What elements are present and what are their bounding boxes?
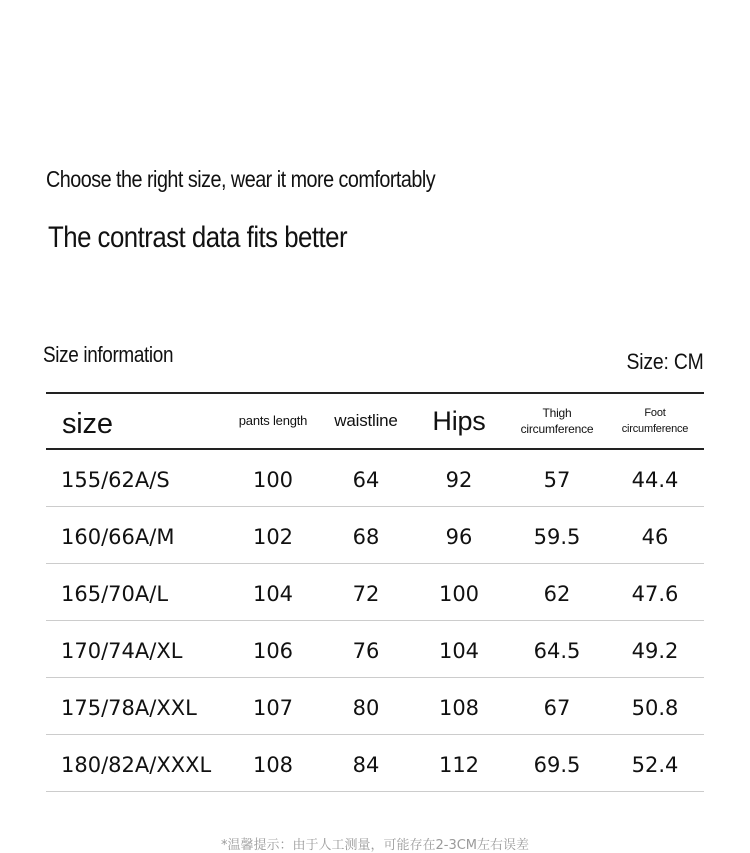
cell-hips: 112 (438, 752, 480, 777)
cell-hips: 96 (445, 524, 473, 549)
measurement-note: *温馨提示：由于人工测量，可能存在2-3CM左右误差 (220, 838, 530, 853)
cell-foot: 52.4 (631, 752, 679, 777)
header-foot (606, 393, 704, 449)
table-row (46, 620, 704, 677)
cell-foot: 50.8 (631, 695, 679, 720)
cell-pants-length: 102 (252, 524, 294, 549)
cell-thigh: 69.5 (533, 752, 581, 777)
header-waistline (322, 393, 410, 449)
cell-size: 175/78A/XXL (61, 695, 197, 720)
size-info-title: Size information (43, 342, 174, 367)
cell-pants-length: 104 (252, 581, 294, 606)
header-hips-label: Hips (432, 405, 486, 436)
cell-foot: 46 (641, 524, 669, 549)
cell-waistline: 84 (352, 752, 380, 777)
cell-size: 180/82A/XXXL (61, 752, 212, 777)
table-row (46, 449, 704, 506)
table-row (46, 677, 704, 734)
cell-hips: 108 (438, 695, 480, 720)
table-row (46, 563, 704, 620)
cell-size: 155/62A/S (61, 467, 170, 492)
header-size-label: size (62, 407, 113, 440)
cell-waistline: 76 (352, 638, 380, 663)
cell-size: 170/74A/XL (61, 638, 183, 663)
header-row (46, 393, 704, 449)
table-row (46, 734, 704, 791)
header-hips (410, 393, 508, 449)
cell-foot: 47.6 (631, 581, 679, 606)
cell-thigh: 59.5 (533, 524, 581, 549)
cell-size: 165/70A/L (61, 581, 169, 606)
cell-pants-length: 108 (252, 752, 294, 777)
header-waistline-label: waistline (334, 411, 398, 430)
cell-waistline: 68 (352, 524, 380, 549)
header-thigh-line2: circumference (520, 422, 594, 436)
table-header (46, 393, 704, 449)
header-pants-length (224, 393, 322, 449)
table-row (46, 506, 704, 563)
header-pants-length-label: pants length (238, 413, 308, 428)
cell-thigh: 64.5 (533, 638, 581, 663)
cell-thigh: 67 (543, 695, 571, 720)
cell-thigh: 62 (543, 581, 571, 606)
cell-pants-length: 106 (252, 638, 294, 663)
header-size (46, 393, 224, 449)
cell-waistline: 64 (352, 467, 380, 492)
header-thigh (508, 393, 606, 449)
cell-hips: 100 (438, 581, 480, 606)
cell-waistline: 80 (352, 695, 380, 720)
cell-foot: 44.4 (631, 467, 679, 492)
table-body (46, 449, 704, 791)
cell-waistline: 72 (352, 581, 380, 606)
headline: The contrast data fits better (48, 221, 348, 254)
size-table (46, 392, 704, 792)
cell-hips: 92 (445, 467, 473, 492)
header-foot-line2: circumference (621, 423, 689, 435)
cell-pants-length: 107 (252, 695, 294, 720)
cell-thigh: 57 (543, 467, 571, 492)
cell-foot: 49.2 (631, 638, 679, 663)
header-foot-line1: Foot (644, 407, 666, 419)
tagline: Choose the right size, wear it more comfortably (46, 166, 436, 192)
cell-size: 160/66A/M (61, 524, 175, 549)
cell-hips: 104 (438, 638, 480, 663)
header-thigh-line1: Thigh (542, 406, 572, 420)
cell-pants-length: 100 (252, 467, 294, 492)
unit-label: Size: CM (626, 349, 704, 374)
